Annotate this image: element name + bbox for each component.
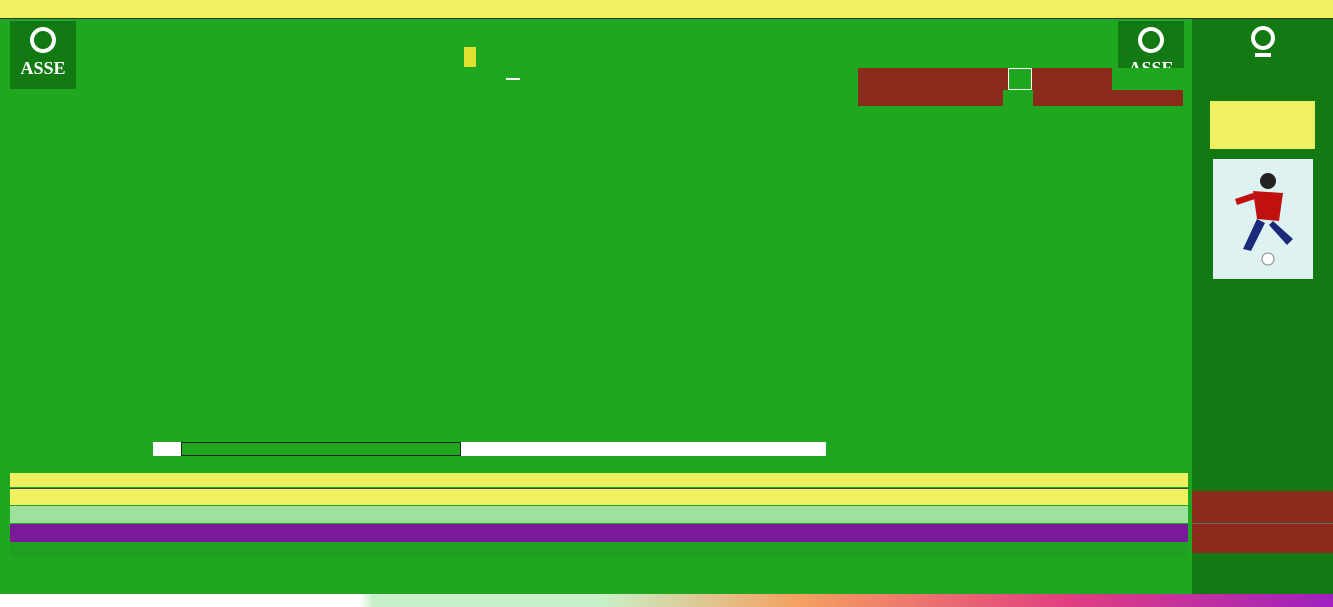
- best-defense-label: [440, 473, 590, 487]
- serie-invaincu-label: [461, 442, 624, 456]
- results-panel: [858, 68, 1188, 106]
- standings-table: [10, 90, 852, 104]
- record-best-line: [10, 506, 1188, 523]
- best-attack-label: [10, 473, 130, 487]
- asse-logo-top-right: [1192, 19, 1333, 65]
- serie-gagnante-val: [153, 442, 181, 456]
- saison-box: [1192, 491, 1333, 523]
- asse-crest-icon: [15, 24, 71, 86]
- best-defense-who: [730, 473, 830, 487]
- next-header: [858, 90, 1188, 106]
- palmares-bar: [10, 524, 1188, 542]
- record-line: [10, 457, 1188, 472]
- best-defense-val: [590, 473, 730, 487]
- serie-gagnante-who: [181, 442, 461, 456]
- subtitle-bar: [80, 47, 860, 67]
- seasons-row: [10, 558, 1188, 592]
- results-header: [858, 68, 1188, 90]
- serie-invaincu-who: [666, 442, 826, 456]
- player-image: [1213, 159, 1313, 279]
- leader-panel: [1192, 19, 1333, 607]
- asse-logo-left: [10, 21, 76, 89]
- next-journee-num: [1003, 90, 1033, 106]
- series-bar: [10, 442, 1188, 456]
- best-gav-label: [830, 473, 980, 487]
- asse-crest-icon: [1243, 22, 1283, 62]
- standings-header: [10, 90, 852, 104]
- serie-gagnante-label: [10, 442, 153, 456]
- best-row: [10, 473, 1188, 487]
- football-player-icon: [1213, 159, 1313, 279]
- top-banner: [0, 0, 1333, 19]
- journee-number: [506, 78, 520, 80]
- results-journee-label: [1032, 68, 1112, 90]
- best-attack-who: [240, 473, 440, 487]
- leader-title: [1192, 65, 1333, 87]
- results-journee-num: [1008, 68, 1032, 90]
- records-line: [10, 488, 1188, 505]
- leader-header: [1192, 87, 1333, 101]
- leader-empty: [1210, 101, 1315, 149]
- best-gav-val: [980, 473, 1040, 487]
- star-note-bar: [10, 425, 1188, 441]
- champion-label: [0, 0, 400, 18]
- next-journee-label: [1033, 90, 1183, 106]
- journee-label: [506, 69, 532, 89]
- champions-line: [10, 543, 1188, 557]
- first-place: [400, 0, 820, 18]
- az-box: [1192, 523, 1333, 553]
- second-place: [820, 0, 1020, 18]
- record-leader-box: [1192, 449, 1333, 453]
- results-title: [858, 68, 1008, 90]
- best-attack-val: [130, 473, 240, 487]
- page-subtitle: [464, 47, 476, 67]
- title-bar: [80, 21, 1114, 47]
- best-gav-who: [1040, 473, 1120, 487]
- third-place: [1020, 0, 1320, 18]
- svg-text:ASSE: ASSE: [20, 58, 66, 78]
- serie-invaincu-val: [624, 442, 666, 456]
- bottom-stripe: [0, 594, 1333, 607]
